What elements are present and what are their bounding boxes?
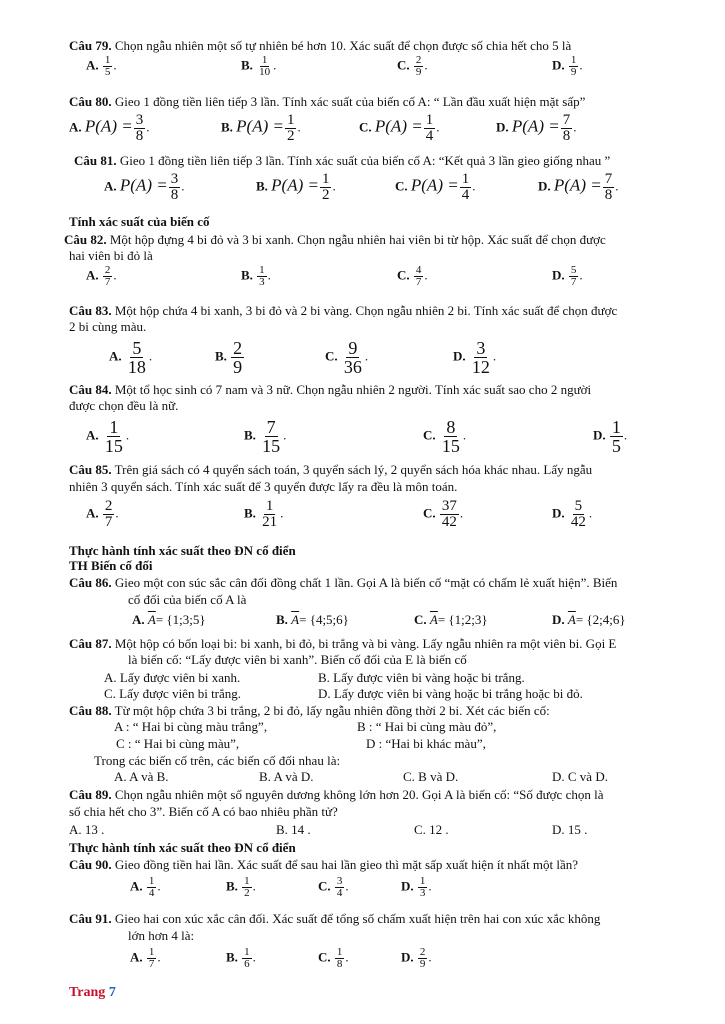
page-number: 7 xyxy=(108,985,116,1000)
q87-stem-1: Câu 87. Một hộp có bốn loại bi: bi xanh, bi đỏ, bi trắng và bi vàng. Lấy ngẫu nhiên ra một viên bi. Gọi E xyxy=(69,636,617,651)
q80-option-c: C. P(A) = $\frac{1}{4}$ . xyxy=(359,112,440,144)
q88-stem-1: Câu 88. Từ một hộp chứa 3 bi trắng, 2 bi đỏ, lấy ngẫu nhiên đồng thời 2 bi. Xét các biến cố: xyxy=(69,703,550,718)
q80-option-b: B. P(A) = $\frac{1}{2}$ . xyxy=(221,112,301,144)
section-heading-4: Thực hành tính xác suất theo ĐN cổ điển xyxy=(69,840,296,855)
q81-option-c: C. P(A) = $\frac{1}{4}$ . xyxy=(395,171,476,203)
q79-option-c: C. $\frac{2}{9}$ . xyxy=(397,54,428,78)
q90-stem: Câu 90. Gieo đồng tiền hai lần. Xác suất để sau hai lần gieo thì mặt sấp xuất hiện ít nhất một lần? xyxy=(69,857,579,872)
q83-stem-2: 2 bi cùng màu. xyxy=(69,319,147,334)
q91-option-d: D. $\frac{2}{9}$ . xyxy=(401,946,432,970)
q87-option-c: C. Lấy được viên bi trắng. xyxy=(104,686,242,701)
q84-option-b: B. $\frac{7}{15}$ . xyxy=(244,417,287,456)
q86-option-c: C. $\overline{A}=$ {1;2;3} xyxy=(414,612,488,627)
q88-event-a: A : “ Hai bi cùng màu trắng”, xyxy=(114,719,268,734)
q91-stem-1: Câu 91. Gieo hai con xúc xắc cân đối. Xác suất để tổng số chấm xuất hiện trên hai con xúc xắc không xyxy=(69,911,601,926)
q90-option-b: B. $\frac{1}{2}$ . xyxy=(226,875,256,899)
q85-option-b: B. $\frac{1}{21}$ . xyxy=(244,498,284,530)
q85-option-c: C. $\frac{37}{42}$ . xyxy=(423,498,464,530)
q87-option-a: A. Lấy được viên bi xanh. xyxy=(104,670,241,685)
q88-option-b: B. A và D. xyxy=(259,769,314,784)
q83-option-a: A. $\frac{5}{18}$ . xyxy=(109,338,153,377)
q79-stem xyxy=(69,38,571,53)
page-footer xyxy=(69,985,116,1001)
q91-stem-2: lớn hơn 4 là: xyxy=(128,928,195,943)
q80-stem: Câu 80. Gieo 1 đồng tiền liên tiếp 3 lần. Tính xác suất của biến cố A: “ Lần đầu xuất hiện mặt sấp” xyxy=(69,94,586,109)
q89-option-c: C. 12 . xyxy=(414,822,449,837)
q79-option-d: D. $\frac{1}{9}$ . xyxy=(552,54,583,78)
q88-prompt: Trong các biến cố trên, các biến cố đối nhau là: xyxy=(94,753,341,768)
q82-stem-2: hai viên bi đỏ là xyxy=(69,248,153,263)
q89-option-a: A. 13 . xyxy=(69,822,105,837)
section-heading-2: Thực hành tính xác suất theo ĐN cổ điển xyxy=(69,543,296,558)
q81-option-a: A. P(A) = $\frac{3}{8}$ . xyxy=(104,171,185,203)
q84-stem-1: Câu 84. Một tổ học sinh có 7 nam và 3 nữ. Chọn ngẫu nhiên 2 người. Tính xác suất sao cho 2 người xyxy=(69,382,592,397)
q81-option-b: B. P(A) = $\frac{1}{2}$ . xyxy=(256,171,336,203)
q84-option-a: A. $\frac{1}{15}$ . xyxy=(86,417,130,456)
q90-option-c: C. $\frac{3}{4}$ . xyxy=(318,875,349,899)
q87-option-d: D. Lấy được viên bi vàng hoặc bi trắng hoặc bi đỏ. xyxy=(318,686,583,701)
q82-stem-1: Câu 82. Một hộp đựng 4 bi đỏ và 3 bi xanh. Chọn ngẫu nhiên hai viên bi từ hộp. Xác suất để chọn được xyxy=(64,232,606,247)
q88-option-a: A. A và B. xyxy=(114,769,169,784)
q82-option-b: B. $\frac{1}{3}$ . xyxy=(241,264,271,288)
q86-option-a: A. $\overline{A}=$ {1;3;5} xyxy=(132,612,206,627)
q90-option-d: D. $\frac{1}{3}$ . xyxy=(401,875,432,899)
q89-option-d: D. 15 . xyxy=(552,822,588,837)
q79-text: Chọn ngẫu nhiên một số tự nhiên bé hơn 10. Xác suất để chọn được số chia hết cho 5 là xyxy=(114,38,572,53)
q84-option-c: C. $\frac{8}{15}$ . xyxy=(423,417,467,456)
q88-event-c: C : “ Hai bi cùng màu”, xyxy=(116,736,240,751)
q87-option-b: B. Lấy được viên bi vàng hoặc bi trắng. xyxy=(318,670,525,685)
q82-option-a: A. $\frac{2}{7}$ . xyxy=(86,264,117,288)
q85-stem-1: Câu 85. Trên giá sách có 4 quyển sách toán, 3 quyển sách lý, 2 quyển sách hóa khác nhau. Lấy ngẫu xyxy=(69,462,593,477)
q90-option-a: A. $\frac{1}{4}$ . xyxy=(130,875,161,899)
q91-option-b: B. $\frac{1}{6}$ . xyxy=(226,946,256,970)
q83-option-d: D. $\frac{3}{12}$ . xyxy=(453,338,497,377)
q81-stem: Câu 81. Gieo 1 đồng tiền liên tiếp 3 lần. Tính xác suất của biến cố A: “Kết quả 3 lần gieo giống nhau ” xyxy=(74,153,611,168)
q82-option-c: C. $\frac{4}{7}$ . xyxy=(397,264,428,288)
q83-stem-1: Câu 83. Một hộp chứa 4 bi xanh, 3 bi đỏ và 2 bi vàng. Chọn ngẫu nhiên 2 bi. Tính xác suất để chọn được xyxy=(69,303,618,318)
q87-stem-2: là biến cố: “Lấy được viên bi xanh”. Biến cố đối của E là biến cố xyxy=(128,652,467,667)
footer-label: Trang xyxy=(69,985,106,1000)
q89-stem-2: số chia hết cho 3”. Biến cố A có bao nhiêu phần tử? xyxy=(69,804,338,819)
q83-option-b: B. $\frac{2}{9}$ xyxy=(215,338,243,377)
q79-option-a: A. $\frac{1}{5}$ . xyxy=(86,54,117,78)
q81-option-d: D. P(A) = $\frac{7}{8}$ . xyxy=(538,171,619,203)
q79-option-b: B. $\frac{1}{10}$ . xyxy=(241,54,277,78)
q88-option-d: D. C và D. xyxy=(552,769,608,784)
q85-option-d: D. $\frac{5}{42}$ . xyxy=(552,498,593,530)
q88-option-c: C. B và D. xyxy=(403,769,459,784)
q85-stem-2: nhiên 3 quyển sách. Tính xác suất để 3 quyển được lấy ra đều là môn toán. xyxy=(69,479,458,494)
q91-option-c: C. $\frac{1}{8}$ . xyxy=(318,946,349,970)
q83-option-c: C. $\frac{9}{36}$ . xyxy=(325,338,369,377)
q89-option-b: B. 14 . xyxy=(276,822,311,837)
section-heading-1: Tính xác suất của biến cố xyxy=(69,214,210,229)
q82-option-d: D. $\frac{5}{7}$ . xyxy=(552,264,583,288)
q85-option-a: A. $\frac{2}{7}$ . xyxy=(86,498,119,530)
q84-option-d: D. $\frac{1}{5}$ . xyxy=(593,417,628,456)
q88-event-b: B : “ Hai bi cùng màu đỏ”, xyxy=(357,719,497,734)
section-heading-3: TH Biến cố đối xyxy=(69,558,153,573)
q84-stem-2: được chọn đều là nữ. xyxy=(69,398,179,413)
q86-stem-2: cố đối của biến cố A là xyxy=(128,592,247,607)
q91-option-a: A. $\frac{1}{7}$ . xyxy=(130,946,161,970)
q86-option-b: B. $\overline{A}=$ {4;5;6} xyxy=(276,612,349,627)
q86-stem-1: Câu 86. Gieo một con súc sắc cân đối đồng chất 1 lần. Gọi A là biến cố “mặt có chấm lẻ xuất hiện”. Biến xyxy=(69,575,618,590)
q88-event-d: D : “Hai bi khác màu”, xyxy=(366,736,486,751)
q80-option-d: D. P(A) = $\frac{7}{8}$ . xyxy=(496,112,577,144)
q89-stem-1: Câu 89. Chọn ngẫu nhiên một số nguyên dương không lớn hơn 20. Gọi A là biến cố: “Số được chọn là xyxy=(69,787,604,802)
q80-option-a: A. P(A) = $\frac{3}{8}$ . xyxy=(69,112,150,144)
q79-number: Câu 79. xyxy=(69,38,112,53)
q86-option-d: D. $\overline{A}=$ {2;4;6} xyxy=(552,612,626,627)
